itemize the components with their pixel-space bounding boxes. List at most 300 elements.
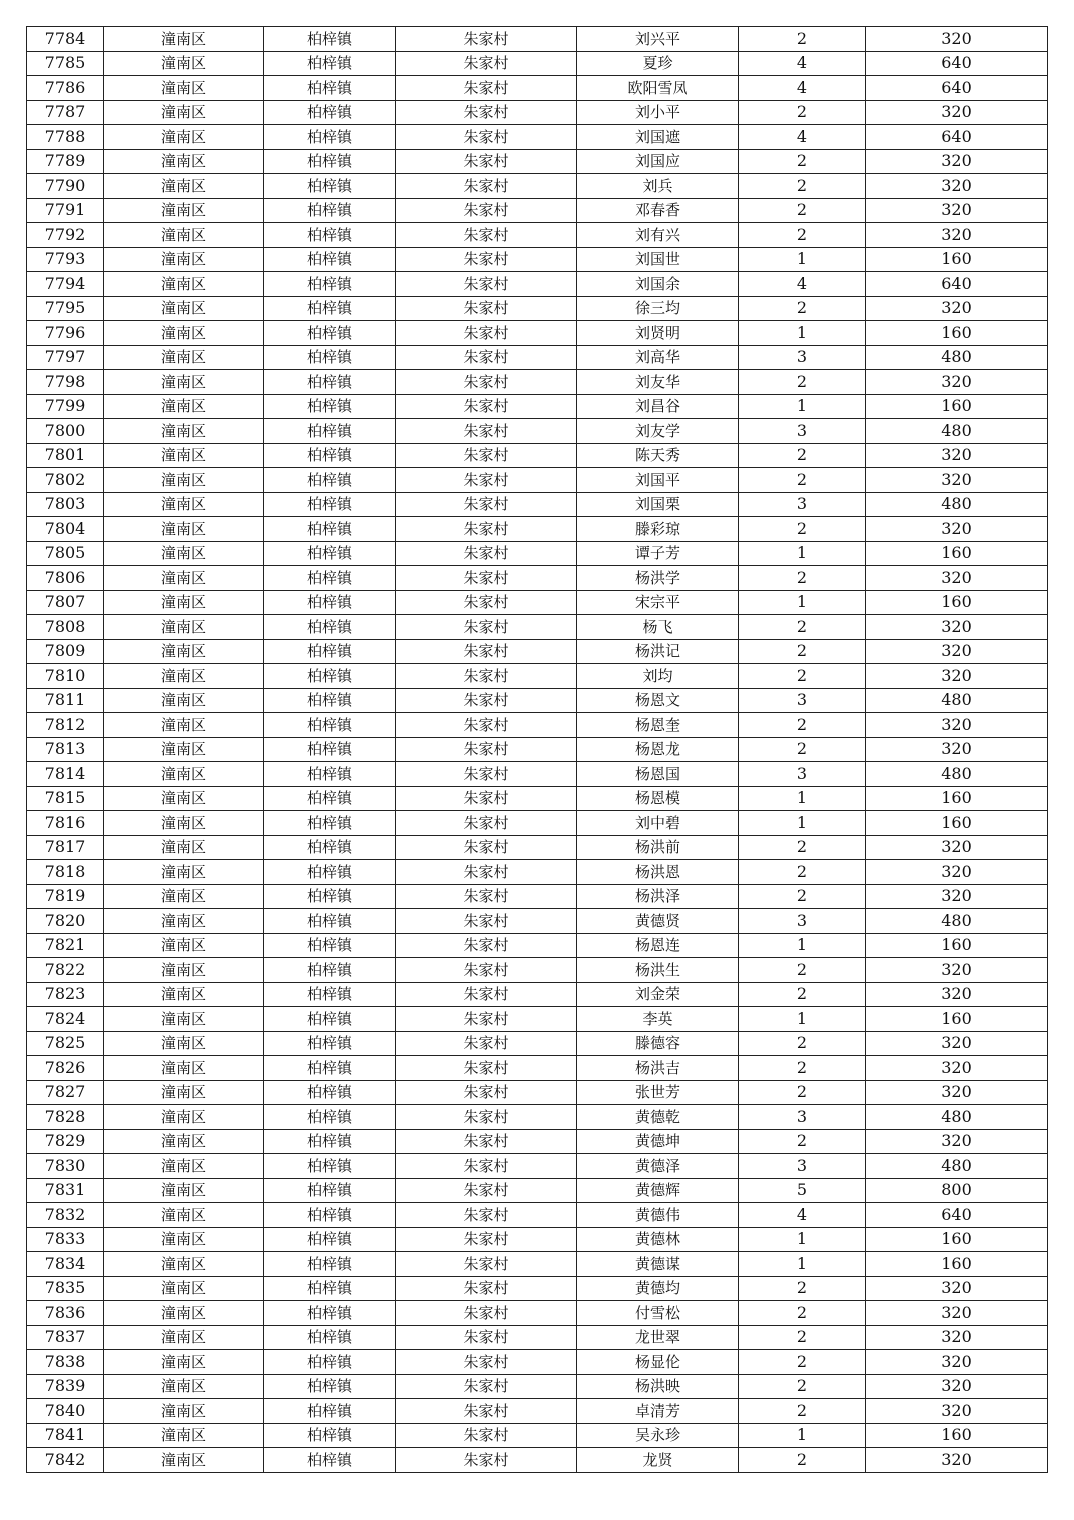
village-cell: 朱家村: [396, 566, 577, 591]
district-cell: 潼南区: [104, 909, 264, 934]
table-row: [27, 321, 1048, 346]
village-cell: 朱家村: [396, 811, 577, 836]
village-cell: 朱家村: [396, 468, 577, 493]
serial-number-cell: 7842: [27, 1448, 104, 1473]
district-cell: 潼南区: [104, 370, 264, 395]
name-cell: 刘国栗: [577, 492, 739, 517]
town-cell: 柏梓镇: [264, 1374, 396, 1399]
count-cell: 1: [739, 541, 866, 566]
district-cell: 潼南区: [104, 541, 264, 566]
village-cell: 朱家村: [396, 884, 577, 909]
data-table: [26, 26, 1048, 1473]
amount-cell: 480: [866, 419, 1048, 444]
count-cell: 1: [739, 321, 866, 346]
amount-cell: 480: [866, 762, 1048, 787]
name-cell: 刘有兴: [577, 223, 739, 248]
district-cell: 潼南区: [104, 1276, 264, 1301]
table-row: [27, 1374, 1048, 1399]
name-cell: 杨恩文: [577, 688, 739, 713]
serial-number-cell: 7829: [27, 1129, 104, 1154]
amount-cell: 320: [866, 468, 1048, 493]
table-row: [27, 590, 1048, 615]
count-cell: 1: [739, 1227, 866, 1252]
amount-cell: 160: [866, 247, 1048, 272]
table-row: [27, 1227, 1048, 1252]
serial-number-cell: 7791: [27, 198, 104, 223]
count-cell: 2: [739, 443, 866, 468]
count-cell: 2: [739, 296, 866, 321]
table-row: [27, 51, 1048, 76]
village-cell: 朱家村: [396, 100, 577, 125]
town-cell: 柏梓镇: [264, 1154, 396, 1179]
amount-cell: 480: [866, 345, 1048, 370]
district-cell: 潼南区: [104, 615, 264, 640]
district-cell: 潼南区: [104, 198, 264, 223]
name-cell: 黄德林: [577, 1227, 739, 1252]
amount-cell: 320: [866, 370, 1048, 395]
village-cell: 朱家村: [396, 1399, 577, 1424]
serial-number-cell: 7840: [27, 1399, 104, 1424]
district-cell: 潼南区: [104, 590, 264, 615]
name-cell: 杨显伦: [577, 1350, 739, 1375]
table-row: [27, 443, 1048, 468]
district-cell: 潼南区: [104, 1252, 264, 1277]
count-cell: 2: [739, 639, 866, 664]
table-row: [27, 884, 1048, 909]
name-cell: 杨洪记: [577, 639, 739, 664]
name-cell: 刘兵: [577, 174, 739, 199]
district-cell: 潼南区: [104, 762, 264, 787]
village-cell: 朱家村: [396, 272, 577, 297]
amount-cell: 320: [866, 223, 1048, 248]
count-cell: 2: [739, 835, 866, 860]
serial-number-cell: 7832: [27, 1203, 104, 1228]
town-cell: 柏梓镇: [264, 345, 396, 370]
count-cell: 4: [739, 51, 866, 76]
town-cell: 柏梓镇: [264, 1227, 396, 1252]
amount-cell: 320: [866, 198, 1048, 223]
village-cell: 朱家村: [396, 737, 577, 762]
amount-cell: 480: [866, 909, 1048, 934]
serial-number-cell: 7823: [27, 982, 104, 1007]
village-cell: 朱家村: [396, 1203, 577, 1228]
table-row: [27, 737, 1048, 762]
district-cell: 潼南区: [104, 1227, 264, 1252]
serial-number-cell: 7807: [27, 590, 104, 615]
serial-number-cell: 7789: [27, 149, 104, 174]
amount-cell: 320: [866, 1399, 1048, 1424]
district-cell: 潼南区: [104, 566, 264, 591]
serial-number-cell: 7809: [27, 639, 104, 664]
amount-cell: 320: [866, 884, 1048, 909]
serial-number-cell: 7839: [27, 1374, 104, 1399]
serial-number-cell: 7820: [27, 909, 104, 934]
count-cell: 2: [739, 1325, 866, 1350]
name-cell: 杨恩龙: [577, 737, 739, 762]
village-cell: 朱家村: [396, 1448, 577, 1473]
village-cell: 朱家村: [396, 76, 577, 101]
amount-cell: 320: [866, 958, 1048, 983]
village-cell: 朱家村: [396, 713, 577, 738]
name-cell: 龙世翠: [577, 1325, 739, 1350]
amount-cell: 320: [866, 1129, 1048, 1154]
village-cell: 朱家村: [396, 1129, 577, 1154]
table-row: [27, 247, 1048, 272]
table-row: [27, 1178, 1048, 1203]
amount-cell: 480: [866, 688, 1048, 713]
serial-number-cell: 7834: [27, 1252, 104, 1277]
serial-number-cell: 7812: [27, 713, 104, 738]
village-cell: 朱家村: [396, 541, 577, 566]
district-cell: 潼南区: [104, 1129, 264, 1154]
table-row: [27, 982, 1048, 1007]
count-cell: 1: [739, 811, 866, 836]
name-cell: 陈天秀: [577, 443, 739, 468]
amount-cell: 320: [866, 982, 1048, 1007]
district-cell: 潼南区: [104, 492, 264, 517]
name-cell: 吴永珍: [577, 1423, 739, 1448]
district-cell: 潼南区: [104, 1154, 264, 1179]
town-cell: 柏梓镇: [264, 51, 396, 76]
count-cell: 3: [739, 1105, 866, 1130]
table-row: [27, 223, 1048, 248]
village-cell: 朱家村: [396, 394, 577, 419]
name-cell: 刘友华: [577, 370, 739, 395]
count-cell: 2: [739, 566, 866, 591]
village-cell: 朱家村: [396, 615, 577, 640]
district-cell: 潼南区: [104, 1056, 264, 1081]
district-cell: 潼南区: [104, 27, 264, 52]
village-cell: 朱家村: [396, 688, 577, 713]
village-cell: 朱家村: [396, 1252, 577, 1277]
count-cell: 2: [739, 884, 866, 909]
village-cell: 朱家村: [396, 27, 577, 52]
district-cell: 潼南区: [104, 296, 264, 321]
count-cell: 3: [739, 909, 866, 934]
village-cell: 朱家村: [396, 958, 577, 983]
count-cell: 1: [739, 590, 866, 615]
serial-number-cell: 7813: [27, 737, 104, 762]
village-cell: 朱家村: [396, 1105, 577, 1130]
amount-cell: 320: [866, 1276, 1048, 1301]
district-cell: 潼南区: [104, 1399, 264, 1424]
count-cell: 4: [739, 1203, 866, 1228]
name-cell: 杨洪恩: [577, 860, 739, 885]
name-cell: 杨洪学: [577, 566, 739, 591]
table-row: [27, 27, 1048, 52]
name-cell: 谭子芳: [577, 541, 739, 566]
town-cell: 柏梓镇: [264, 1448, 396, 1473]
table-row: [27, 688, 1048, 713]
amount-cell: 640: [866, 1203, 1048, 1228]
serial-number-cell: 7833: [27, 1227, 104, 1252]
amount-cell: 640: [866, 125, 1048, 150]
district-cell: 潼南区: [104, 1105, 264, 1130]
amount-cell: 160: [866, 590, 1048, 615]
town-cell: 柏梓镇: [264, 419, 396, 444]
table-row: [27, 100, 1048, 125]
count-cell: 2: [739, 174, 866, 199]
district-cell: 潼南区: [104, 958, 264, 983]
village-cell: 朱家村: [396, 149, 577, 174]
table-row: [27, 958, 1048, 983]
serial-number-cell: 7801: [27, 443, 104, 468]
name-cell: 滕德容: [577, 1031, 739, 1056]
village-cell: 朱家村: [396, 443, 577, 468]
count-cell: 2: [739, 27, 866, 52]
amount-cell: 320: [866, 860, 1048, 885]
village-cell: 朱家村: [396, 517, 577, 542]
name-cell: 黄德均: [577, 1276, 739, 1301]
serial-number-cell: 7816: [27, 811, 104, 836]
amount-cell: 160: [866, 786, 1048, 811]
village-cell: 朱家村: [396, 590, 577, 615]
village-cell: 朱家村: [396, 1325, 577, 1350]
count-cell: 1: [739, 1252, 866, 1277]
serial-number-cell: 7800: [27, 419, 104, 444]
name-cell: 黄德乾: [577, 1105, 739, 1130]
table-row: [27, 272, 1048, 297]
district-cell: 潼南区: [104, 860, 264, 885]
table-row: [27, 713, 1048, 738]
count-cell: 3: [739, 1154, 866, 1179]
village-cell: 朱家村: [396, 1007, 577, 1032]
serial-number-cell: 7821: [27, 933, 104, 958]
amount-cell: 480: [866, 492, 1048, 517]
village-cell: 朱家村: [396, 835, 577, 860]
table-row: [27, 762, 1048, 787]
town-cell: 柏梓镇: [264, 958, 396, 983]
serial-number-cell: 7794: [27, 272, 104, 297]
count-cell: 1: [739, 933, 866, 958]
table-row: [27, 1252, 1048, 1277]
village-cell: 朱家村: [396, 125, 577, 150]
district-cell: 潼南区: [104, 1203, 264, 1228]
count-cell: 5: [739, 1178, 866, 1203]
name-cell: 卓清芳: [577, 1399, 739, 1424]
village-cell: 朱家村: [396, 223, 577, 248]
amount-cell: 160: [866, 541, 1048, 566]
name-cell: 杨恩模: [577, 786, 739, 811]
name-cell: 滕彩琼: [577, 517, 739, 542]
town-cell: 柏梓镇: [264, 835, 396, 860]
amount-cell: 320: [866, 1350, 1048, 1375]
town-cell: 柏梓镇: [264, 1350, 396, 1375]
village-cell: 朱家村: [396, 639, 577, 664]
serial-number-cell: 7841: [27, 1423, 104, 1448]
serial-number-cell: 7819: [27, 884, 104, 909]
serial-number-cell: 7827: [27, 1080, 104, 1105]
name-cell: 夏珍: [577, 51, 739, 76]
name-cell: 刘友学: [577, 419, 739, 444]
count-cell: 1: [739, 1423, 866, 1448]
district-cell: 潼南区: [104, 1178, 264, 1203]
name-cell: 杨洪泽: [577, 884, 739, 909]
amount-cell: 160: [866, 811, 1048, 836]
serial-number-cell: 7814: [27, 762, 104, 787]
town-cell: 柏梓镇: [264, 27, 396, 52]
town-cell: 柏梓镇: [264, 1031, 396, 1056]
town-cell: 柏梓镇: [264, 541, 396, 566]
serial-number-cell: 7817: [27, 835, 104, 860]
amount-cell: 160: [866, 321, 1048, 346]
serial-number-cell: 7799: [27, 394, 104, 419]
table-row: [27, 1276, 1048, 1301]
amount-cell: 640: [866, 76, 1048, 101]
town-cell: 柏梓镇: [264, 198, 396, 223]
village-cell: 朱家村: [396, 933, 577, 958]
serial-number-cell: 7803: [27, 492, 104, 517]
name-cell: 龙贤: [577, 1448, 739, 1473]
serial-number-cell: 7793: [27, 247, 104, 272]
table-row: [27, 125, 1048, 150]
count-cell: 1: [739, 247, 866, 272]
name-cell: 黄德伟: [577, 1203, 739, 1228]
village-cell: 朱家村: [396, 1276, 577, 1301]
name-cell: 刘国平: [577, 468, 739, 493]
town-cell: 柏梓镇: [264, 639, 396, 664]
table-row: [27, 1154, 1048, 1179]
town-cell: 柏梓镇: [264, 737, 396, 762]
town-cell: 柏梓镇: [264, 100, 396, 125]
district-cell: 潼南区: [104, 1423, 264, 1448]
table-row: [27, 541, 1048, 566]
town-cell: 柏梓镇: [264, 1129, 396, 1154]
district-cell: 潼南区: [104, 419, 264, 444]
town-cell: 柏梓镇: [264, 76, 396, 101]
town-cell: 柏梓镇: [264, 1203, 396, 1228]
table-row: [27, 1399, 1048, 1424]
town-cell: 柏梓镇: [264, 566, 396, 591]
district-cell: 潼南区: [104, 125, 264, 150]
district-cell: 潼南区: [104, 1301, 264, 1326]
district-cell: 潼南区: [104, 468, 264, 493]
district-cell: 潼南区: [104, 1080, 264, 1105]
count-cell: 2: [739, 517, 866, 542]
town-cell: 柏梓镇: [264, 1325, 396, 1350]
town-cell: 柏梓镇: [264, 1056, 396, 1081]
serial-number-cell: 7837: [27, 1325, 104, 1350]
serial-number-cell: 7790: [27, 174, 104, 199]
name-cell: 杨洪生: [577, 958, 739, 983]
count-cell: 2: [739, 1031, 866, 1056]
village-cell: 朱家村: [396, 982, 577, 1007]
serial-number-cell: 7785: [27, 51, 104, 76]
serial-number-cell: 7825: [27, 1031, 104, 1056]
town-cell: 柏梓镇: [264, 982, 396, 1007]
village-cell: 朱家村: [396, 198, 577, 223]
count-cell: 2: [739, 1129, 866, 1154]
serial-number-cell: 7831: [27, 1178, 104, 1203]
district-cell: 潼南区: [104, 688, 264, 713]
amount-cell: 800: [866, 1178, 1048, 1203]
district-cell: 潼南区: [104, 1448, 264, 1473]
count-cell: 2: [739, 615, 866, 640]
town-cell: 柏梓镇: [264, 884, 396, 909]
name-cell: 黄德泽: [577, 1154, 739, 1179]
village-cell: 朱家村: [396, 1154, 577, 1179]
amount-cell: 160: [866, 1252, 1048, 1277]
count-cell: 2: [739, 149, 866, 174]
amount-cell: 160: [866, 1007, 1048, 1032]
count-cell: 2: [739, 1374, 866, 1399]
table-row: [27, 1056, 1048, 1081]
serial-number-cell: 7808: [27, 615, 104, 640]
district-cell: 潼南区: [104, 1325, 264, 1350]
amount-cell: 160: [866, 933, 1048, 958]
table-row: [27, 517, 1048, 542]
table-row: [27, 419, 1048, 444]
count-cell: 2: [739, 223, 866, 248]
count-cell: 4: [739, 125, 866, 150]
count-cell: 2: [739, 664, 866, 689]
count-cell: 3: [739, 492, 866, 517]
table-row: [27, 664, 1048, 689]
village-cell: 朱家村: [396, 786, 577, 811]
district-cell: 潼南区: [104, 737, 264, 762]
district-cell: 潼南区: [104, 1350, 264, 1375]
district-cell: 潼南区: [104, 639, 264, 664]
district-cell: 潼南区: [104, 345, 264, 370]
name-cell: 刘国遮: [577, 125, 739, 150]
district-cell: 潼南区: [104, 100, 264, 125]
table-row: [27, 1203, 1048, 1228]
name-cell: 杨洪吉: [577, 1056, 739, 1081]
town-cell: 柏梓镇: [264, 933, 396, 958]
town-cell: 柏梓镇: [264, 860, 396, 885]
count-cell: 1: [739, 786, 866, 811]
village-cell: 朱家村: [396, 174, 577, 199]
count-cell: 2: [739, 860, 866, 885]
town-cell: 柏梓镇: [264, 296, 396, 321]
town-cell: 柏梓镇: [264, 517, 396, 542]
name-cell: 宋宗平: [577, 590, 739, 615]
town-cell: 柏梓镇: [264, 1105, 396, 1130]
table-row: [27, 370, 1048, 395]
serial-number-cell: 7824: [27, 1007, 104, 1032]
town-cell: 柏梓镇: [264, 468, 396, 493]
table-row: [27, 909, 1048, 934]
name-cell: 刘小平: [577, 100, 739, 125]
amount-cell: 320: [866, 737, 1048, 762]
serial-number-cell: 7786: [27, 76, 104, 101]
town-cell: 柏梓镇: [264, 174, 396, 199]
town-cell: 柏梓镇: [264, 370, 396, 395]
count-cell: 2: [739, 370, 866, 395]
district-cell: 潼南区: [104, 982, 264, 1007]
town-cell: 柏梓镇: [264, 1399, 396, 1424]
district-cell: 潼南区: [104, 149, 264, 174]
serial-number-cell: 7798: [27, 370, 104, 395]
count-cell: 4: [739, 272, 866, 297]
name-cell: 欧阳雪凤: [577, 76, 739, 101]
district-cell: 潼南区: [104, 1007, 264, 1032]
name-cell: 黄德贤: [577, 909, 739, 934]
village-cell: 朱家村: [396, 1080, 577, 1105]
serial-number-cell: 7797: [27, 345, 104, 370]
name-cell: 张世芳: [577, 1080, 739, 1105]
village-cell: 朱家村: [396, 664, 577, 689]
amount-cell: 320: [866, 296, 1048, 321]
village-cell: 朱家村: [396, 247, 577, 272]
table-row: [27, 1448, 1048, 1473]
district-cell: 潼南区: [104, 223, 264, 248]
village-cell: 朱家村: [396, 492, 577, 517]
table-row: [27, 149, 1048, 174]
count-cell: 2: [739, 1448, 866, 1473]
district-cell: 潼南区: [104, 321, 264, 346]
amount-cell: 320: [866, 664, 1048, 689]
